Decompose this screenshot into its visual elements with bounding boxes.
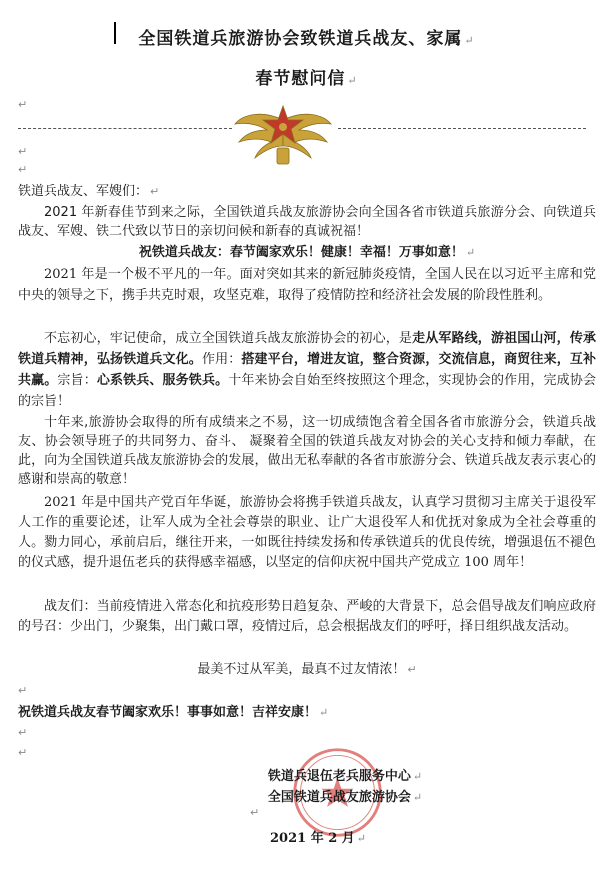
paragraph-4: 十年来,旅游协会取得的所有成绩来之不易，这一切成绩饱含着全国各省市旅游分会，铁道兵战友、协会领导班子的共同努力、奋斗、 凝聚着全国的铁道兵战友对协会的关心支持和倾力奉献，在此，向为全国铁道兵战友旅游协会的发展，做出无私奉献的各省市旅游分会、铁道兵战友表示衷心的感谢和崇高的敬意！ <box>18 415 596 487</box>
signature-org-1: 铁道兵退伍老兵服务中心 ↵ <box>267 769 423 784</box>
paragraph-5: 2021 年是中国共产党百年华诞，旅游协会将携手铁道兵战友，认真学习贯彻习主席关于退役军人工作的重要论述，让军人成为全社会尊崇的职业、让广大退役军人和优抚对象成为全社会尊重的人。勠力同心，承前启后，继往开来，一如既往持续发扬和传承铁道兵的优良传统，增强退伍不褪色的仪式感，提升退伍老兵的获得感幸福感，以坚定的信仰庆祝中国共产党成立 100 周年！ <box>18 495 596 570</box>
salutation: 铁道兵战友、军嫂们： ↵ <box>18 184 160 199</box>
paragraph-mark: ↵ <box>18 684 28 697</box>
paragraph-mark: ↵ <box>18 746 28 759</box>
divider-left <box>18 128 232 129</box>
paragraph-6: 战友们：当前疫情进入常态化和抗疫形势日趋复杂、严峻的大背景下，总会倡导战友们响应政府的号召：少出门，少聚集，出门戴口罩，疫情过后，总会根据战友们的呼吁，择日组织战友活动。 <box>18 599 596 634</box>
signature-org-2: 全国铁道兵战友旅游协会 ↵ <box>267 790 423 805</box>
paragraph-3: 不忘初心，牢记使命，成立全国铁道兵战友旅游协会的初心，是走从军路线，游祖国山河，传承铁道兵精神，弘扬铁道兵文化。作用：搭建平台，增进友谊，整合资源，交流信息，商贸往来，互补共赢。宗旨：心系铁兵、服务铁兵。十年来协会自始至终按照这个理念，实现协会的作用，完成协会的宗旨！ <box>18 331 596 409</box>
letter-subtitle <box>0 64 613 89</box>
divider-right <box>338 128 586 129</box>
paragraph-mark: ↵ <box>464 34 475 47</box>
letter-date: 2021 年 2 月 ↵ <box>269 831 367 846</box>
paragraph-mark: ↵ <box>250 806 260 819</box>
motto-line: 最美不过从军美，最真不过友情浓！ ↵ <box>197 662 417 677</box>
paragraph-mark: ↵ <box>18 145 28 158</box>
letter-title <box>0 24 613 49</box>
greeting-line-1: 祝铁道兵战友：春节阖家欢乐！健康！幸福！万事如意！ ↵ <box>138 245 476 260</box>
title-line-2: 春节慰问信 <box>255 69 346 89</box>
railway-corps-emblem-icon <box>233 100 333 166</box>
paragraph-mark: ↵ <box>18 726 28 739</box>
paragraph-mark: ↵ <box>18 98 28 111</box>
paragraph-1: 2021 年新春佳节到来之际，全国铁道兵战友旅游协会向全国各省市铁道兵旅游分会、向铁道兵战友、军嫂、铁二代致以节日的亲切问候和新春的真诚祝福！ <box>18 205 596 239</box>
paragraph-mark: ↵ <box>347 74 358 87</box>
title-line-1: 全国铁道兵旅游协会致铁道兵战友、家属 <box>138 29 463 49</box>
paragraph-mark: ↵ <box>18 163 28 176</box>
paragraph-2: 2021 年是一个极不平凡的一年。面对突如其来的新冠肺炎疫情，全国人民在以习近平主席和党中央的领导之下，携手共克时艰，攻坚克难，取得了疫情防控和经济社会发展的阶段性胜利。 <box>18 267 596 303</box>
greeting-line-2: 祝铁道兵战友春节阖家欢乐！事事如意！吉祥安康！ ↵ <box>18 705 329 720</box>
